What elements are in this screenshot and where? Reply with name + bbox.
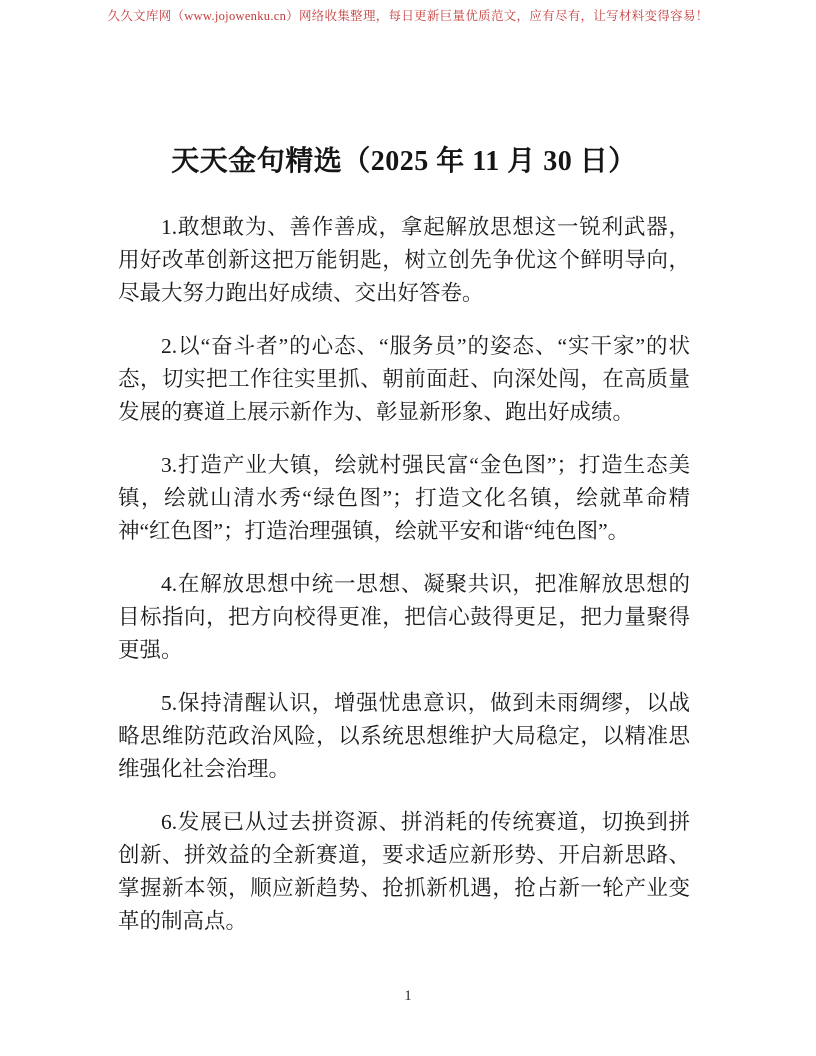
page-number: 1	[404, 988, 412, 1004]
body-paragraph: 4.在解放思想中统一思想、凝聚共识，把准解放思想的目标指向，把方向校得更准，把信心鼓得更足，把力量聚得更强。	[118, 572, 690, 662]
body-paragraph: 1.敢想敢为、善作善成，拿起解放思想这一锐利武器，用好改革创新这把万能钥匙，树立创先争优这个鲜明导向，尽最大努力跑出好成绩、交出好答卷。	[118, 215, 690, 305]
body-paragraph: 2.以“奋斗者”的心态、“服务员”的姿态、“实干家”的状态，切实把工作往实里抓、朝前面赶、向深处闯，在高质量发展的赛道上展示新作为、彰显新形象、跑出好成绩。	[118, 334, 690, 424]
document-title: 天天金句精选（2025 年 11 月 30 日）	[171, 146, 637, 177]
body-paragraph: 5.保持清醒认识，增强忧患意识，做到未雨绸缪，以战略思维防范政治风险，以系统思想维护大局稳定，以精准思维强化社会治理。	[118, 691, 690, 781]
body-paragraph: 3.打造产业大镇，绘就村强民富“金色图”；打造生态美镇，绘就山清水秀“绿色图”；打造文化名镇，绘就革命精神“红色图”；打造治理强镇，绘就平安和谐“纯色图”。	[118, 453, 690, 543]
paragraph-list	[118, 211, 690, 938]
watermark-header: 久久文库网（www.jojowenku.cn）网络收集整理，每日更新巨量优质范文，应有尽有，让写材料变得容易！	[107, 9, 709, 23]
body-paragraph: 6.发展已从过去拼资源、拼消耗的传统赛道，切换到拼创新、拼效益的全新赛道，要求适应新形势、开启新思路、掌握新本领，顺应新趋势、抢抓新机遇，抢占新一轮产业变革的制高点。	[118, 810, 690, 933]
